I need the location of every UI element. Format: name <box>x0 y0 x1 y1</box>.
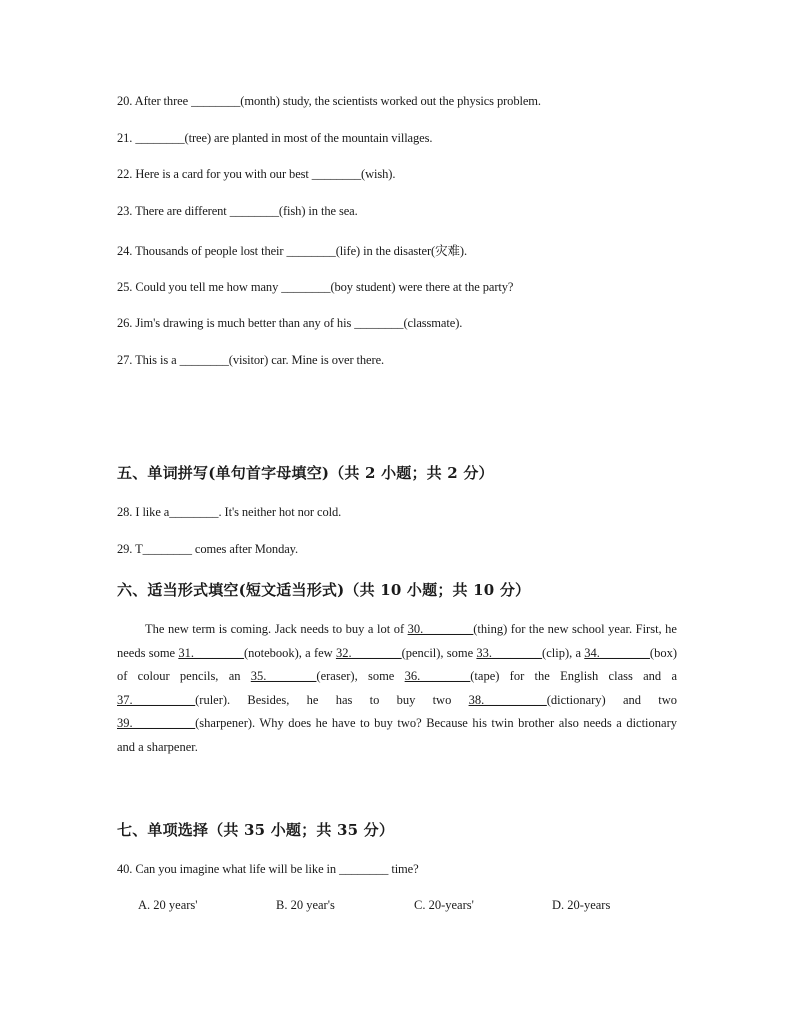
passage-text: (sharpener). Why does he have to buy two? Because his twin brother also needs a dictionary and a sharpener. <box>117 716 677 754</box>
section7-heading: 七、单项选择（共 35 小题；共 35 分） <box>117 821 395 839</box>
cloze-blank[interactable]: 39.__________ <box>117 716 196 731</box>
passage-text: (tape) for the English class and a <box>470 669 677 684</box>
section6-heading: 六、适当形式填空(短文适当形式)（共 10 小题；共 10 分） <box>117 581 531 599</box>
question-26: 26. Jim's drawing is much better than any of his ________(classmate). <box>117 316 463 330</box>
option-b[interactable]: B. 20 year's <box>276 898 335 912</box>
question-22: 22. Here is a card for you with our best ________(wish). <box>117 167 396 181</box>
question-24: 24. Thousands of people lost their ________(life) in the disaster(灾难). <box>117 244 467 258</box>
question-28: 28. I like a________. It's neither hot nor cold. <box>117 505 342 519</box>
cloze-blank[interactable]: 32.________ <box>335 645 402 660</box>
question-21: 21. ________(tree) are planted in most of the mountain villages. <box>117 131 433 145</box>
option-a[interactable]: A. 20 years' <box>138 898 198 912</box>
cloze-blank[interactable]: 37.__________ <box>117 692 196 707</box>
cloze-passage <box>117 618 677 760</box>
option-d[interactable]: D. 20-years <box>552 898 611 912</box>
passage-text: (eraser), some <box>316 669 405 684</box>
cloze-blank[interactable]: 36.________ <box>404 669 471 684</box>
question-23: 23. There are different ________(fish) in the sea. <box>117 204 358 218</box>
passage-text: (box) of colour pencils, an <box>117 645 677 684</box>
passage-text: (ruler). Besides, he has to buy two <box>195 692 469 707</box>
passage-text: (pencil), some <box>401 645 477 660</box>
question-29: 29. T________ comes after Monday. <box>117 542 299 556</box>
question-27: 27. This is a ________(visitor) car. Mine is over there. <box>117 353 385 367</box>
option-c[interactable]: C. 20-years' <box>414 898 474 912</box>
cloze-blank[interactable]: 30.________ <box>407 622 474 636</box>
passage-text: (dictionary) and two <box>546 692 677 707</box>
cloze-blank[interactable]: 33.________ <box>476 645 543 660</box>
question-20: 20. After three ________(month) study, the scientists worked out the physics problem. <box>117 94 541 108</box>
passage-text: (thing) for the new school year. First, he needs some <box>117 622 677 660</box>
passage-text: (clip), a <box>542 645 585 660</box>
question-40: 40. Can you imagine what life will be like in ________ time? <box>117 862 419 876</box>
passage-text: (notebook), a few <box>243 645 336 660</box>
cloze-blank[interactable]: 31.________ <box>178 645 244 660</box>
cloze-blank[interactable]: 35.________ <box>250 669 317 684</box>
cloze-blank[interactable]: 38.__________ <box>468 692 547 707</box>
question-25: 25. Could you tell me how many ________(boy student) were there at the party? <box>117 280 514 294</box>
section5-heading: 五、单词拼写(单句首字母填空)（共 2 小题；共 2 分） <box>117 464 494 482</box>
cloze-blank[interactable]: 34.________ <box>584 645 650 660</box>
passage-text: The new term is coming. Jack needs to buy a lot of <box>145 622 408 636</box>
